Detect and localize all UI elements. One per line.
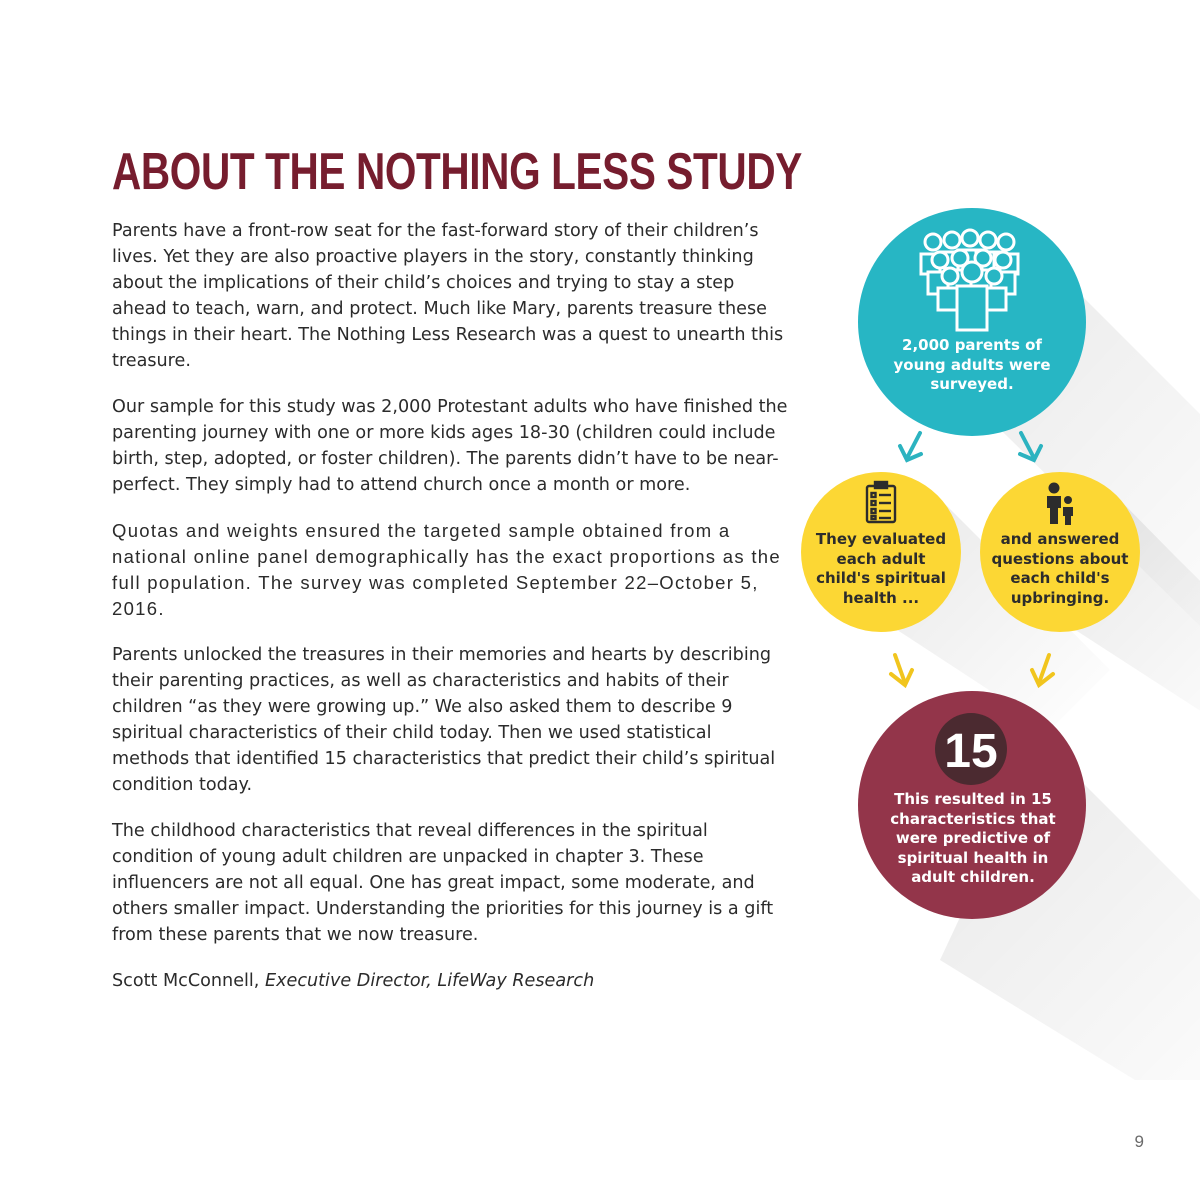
page-title: ABOUT THE NOTHING LESS STUDY bbox=[112, 143, 802, 201]
article-body bbox=[112, 218, 792, 1014]
circle-evaluated-label: They evaluated each adult child's spiritual health ... bbox=[815, 530, 947, 607]
result-number: 15 bbox=[944, 725, 998, 778]
paragraph-quotas: Quotas and weights ensured the targeted sample obtained from a national online panel demographically has the exact proportions as the full population. The survey was completed September 22–October 5, 2016. bbox=[112, 520, 781, 619]
paragraph-findings: The childhood characteristics that reveal differences in the spiritual condition of young adult children are unpacked in chapter 3. These influencers are not all equal. One has great impact, some moderate, and others smaller impact. Understanding the priorities for this journey is a gift from these parents that we now treasure. bbox=[112, 821, 774, 945]
paragraph-intro: Parents have a front-row seat for the fast-forward story of their children’s lives. Yet they are also proactive players in the story, constantly thinking about the implications of their child’s choices and trying to stay a step ahead to teach, warn, and protect. Much like Mary, parents treasure these things in their heart. The Nothing Less Research was a quest to unearth this treasure. bbox=[112, 221, 784, 371]
signature-name: Scott McConnell, bbox=[112, 971, 260, 991]
signature bbox=[112, 968, 792, 994]
circle-parents-label: 2,000 parents of young adults were surveyed. bbox=[893, 336, 1051, 393]
paragraph-sample: Our sample for this study was 2,000 Protestant adults who have finished the parenting journey with one or more kids ages 18-30 (children could include birth, step, adopted, or foster children). The parents didn’t have to be near-perfect. They simply had to attend church once a month or more. bbox=[112, 397, 788, 495]
signature-title: Executive Director, LifeWay Research bbox=[264, 971, 595, 991]
page-number: 9 bbox=[1134, 1132, 1144, 1151]
study-infographic bbox=[790, 200, 1200, 1080]
infographic-graphics bbox=[790, 200, 1200, 1080]
paragraph-method: Parents unlocked the treasures in their memories and hearts by describing their parenting practices, as well as characteristics and habits of their children “as they were growing up.” We also asked them to describe 9 spiritual characteristics of their child today. Then we used statistical methods that identified 15 characteristics that predict their child’s spiritual condition today. bbox=[112, 645, 776, 795]
circle-result-label: This resulted in 15 characteristics that were predictive of spiritual health in adult children. bbox=[890, 790, 1056, 886]
arrow-down-left-teal-icon bbox=[900, 433, 921, 460]
arrow-down-right-yellow-icon bbox=[891, 655, 912, 685]
circle-answered-label: and answered questions about each child's upbringing. bbox=[991, 530, 1129, 607]
